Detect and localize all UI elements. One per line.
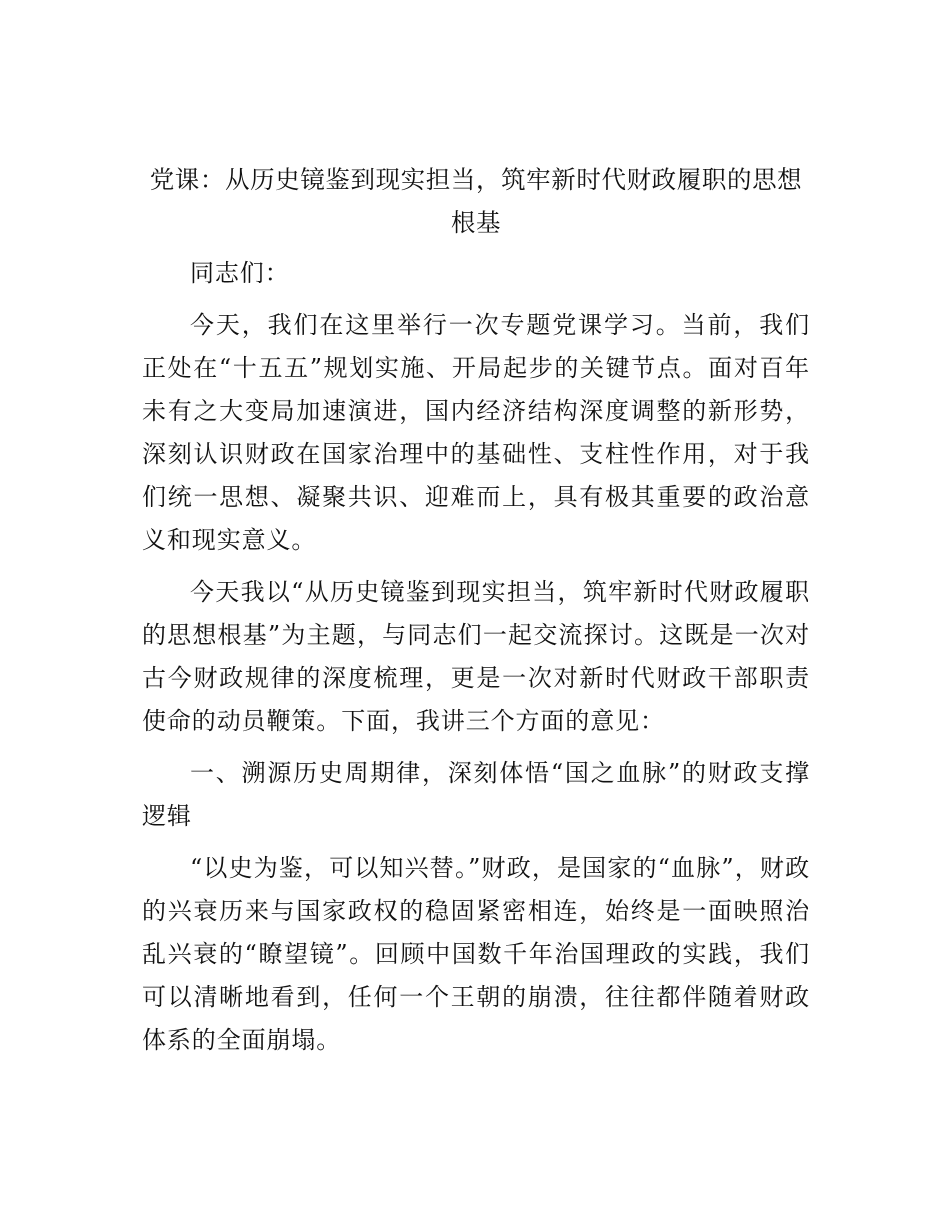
paragraph-history: “以史为鉴，可以知兴替。”财政，是国家的“血脉”，财政的兴衰历来与国家政权的稳固紧密相连，始终是一面映照治乱兴衰的“瞭望镜”。回顾中国数千年治国理政的实践，我们可以清晰地看到，任何一个王朝的崩溃，往往都伴随着财政体系的全面崩塌。 [142, 854, 810, 1054]
paragraph-intro: 今天，我们在这里举行一次专题党课学习。当前，我们正处在“十五五”规划实施、开局起步的关键节点。面对百年未有之大变局加速演进，国内经济结构深度调整的新形势，深刻认识财政在国家治理中的基础性、支柱性作用，对于我们统一思想、凝聚共识、迎难而上，具有极其重要的政治意义和现实意义。 [142, 311, 810, 554]
salutation: 同志们： [190, 259, 290, 287]
section-heading: 一、溯源历史周期律，深刻体悟“国之血脉”的财政支撑逻辑 [142, 759, 810, 830]
paragraph-theme: 今天我以“从历史镜鉴到现实担当，筑牢新时代财政履职的思想根基”为主题，与同志们一起交流探讨。这既是一次对古今财政规律的深度梳理，更是一次对新时代财政干部职责使命的动员鞭策。下面，我讲三个方面的意见： [142, 578, 810, 735]
document-body [142, 158, 810, 1071]
document-title: 党课：从历史镜鉴到现实担当，筑牢新时代财政履职的思想根基 [149, 165, 803, 237]
